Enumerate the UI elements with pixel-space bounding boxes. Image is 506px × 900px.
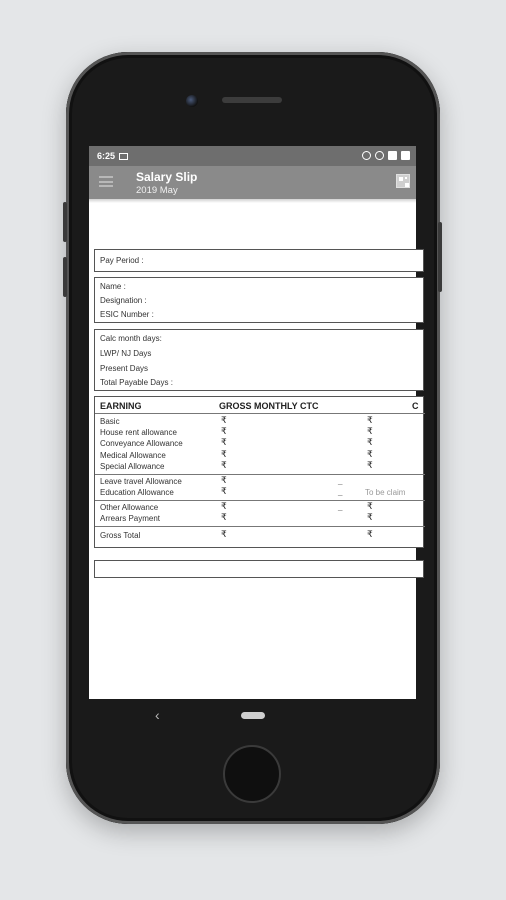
earpiece-speaker xyxy=(222,97,282,103)
gross-amount: ₹ xyxy=(221,501,227,511)
gross-amount: ₹ xyxy=(221,512,227,522)
app-bar xyxy=(89,166,416,199)
earning-row-label: House rent allowance xyxy=(100,428,177,437)
monthly-amount: ₹ xyxy=(367,501,373,511)
total-payable-days-label: Total Payable Days : xyxy=(100,378,173,387)
battery-icon xyxy=(401,151,410,160)
monthly-amount: ₹ xyxy=(367,512,373,522)
gross-total-amount: ₹ xyxy=(221,529,227,539)
monthly-amount: ₹ xyxy=(367,415,373,425)
employee-box xyxy=(94,277,424,323)
signal-icon xyxy=(388,151,397,160)
power-button xyxy=(438,222,442,292)
monthly-amount: ₹ xyxy=(367,449,373,459)
empty-value: _ xyxy=(338,487,343,496)
home-nav-icon[interactable] xyxy=(241,712,265,719)
earning-row-label: Medical Allowance xyxy=(100,451,166,460)
app-screen xyxy=(89,146,419,699)
eye-icon xyxy=(375,151,384,160)
gross-amount: ₹ xyxy=(221,486,227,496)
nav-bar xyxy=(89,699,416,734)
volume-up-button xyxy=(63,202,67,242)
app-title: Salary Slip xyxy=(136,170,198,184)
calc-month-days-label: Calc month days: xyxy=(100,334,162,343)
attendance-box xyxy=(94,329,424,391)
alarm-icon xyxy=(362,151,371,160)
third-column-header: C xyxy=(412,401,419,411)
gross-amount: ₹ xyxy=(221,426,227,436)
earning-row-label: Leave travel Allowance xyxy=(100,477,182,486)
empty-value: _ xyxy=(338,502,343,511)
status-icons xyxy=(362,151,410,160)
gross-total-label: Gross Total xyxy=(100,531,141,540)
volume-down-button xyxy=(63,257,67,297)
esic-number-label: ESIC Number : xyxy=(100,310,154,319)
gross-amount: ₹ xyxy=(221,415,227,425)
status-time: 6:25 xyxy=(97,151,116,161)
earning-row-label: Education Allowance xyxy=(100,488,174,497)
monthly-amount: ₹ xyxy=(367,460,373,470)
home-button[interactable] xyxy=(223,745,281,803)
qr-code-icon[interactable] xyxy=(396,174,410,188)
to-be-claimed-note: To be claim xyxy=(365,488,406,497)
gross-amount: ₹ xyxy=(221,475,227,485)
name-label: Name : xyxy=(100,282,126,291)
gross-ctc-column-header: GROSS MONTHLY CTC xyxy=(219,401,319,411)
gross-total-divider xyxy=(95,526,425,527)
pay-period-box xyxy=(94,249,424,272)
empty-footer-box xyxy=(94,560,424,578)
earning-row-label: Special Allowance xyxy=(100,462,165,471)
earning-row-label: Other Allowance xyxy=(100,503,159,512)
group-divider xyxy=(95,500,425,501)
gross-total-monthly-amount: ₹ xyxy=(367,529,373,539)
group-divider xyxy=(95,474,425,475)
empty-value: _ xyxy=(338,476,343,485)
earning-row-label: Conveyance Allowance xyxy=(100,439,183,448)
earnings-table xyxy=(94,396,424,548)
header-divider xyxy=(95,413,425,414)
earning-column-header: EARNING xyxy=(100,401,142,411)
pay-period-label: Pay Period : xyxy=(100,256,144,265)
menu-icon[interactable] xyxy=(99,176,113,187)
monthly-amount: ₹ xyxy=(367,437,373,447)
back-icon[interactable]: ‹ xyxy=(155,707,160,723)
status-bar xyxy=(89,146,416,166)
gross-amount: ₹ xyxy=(221,460,227,470)
monthly-amount: ₹ xyxy=(367,426,373,436)
gross-amount: ₹ xyxy=(221,437,227,447)
earning-row-label: Arrears Payment xyxy=(100,514,161,523)
lwp-days-label: LWP/ NJ Days xyxy=(100,349,152,358)
gross-amount: ₹ xyxy=(221,449,227,459)
notification-icon xyxy=(119,153,128,160)
app-subtitle: 2019 May xyxy=(136,185,178,196)
present-days-label: Present Days xyxy=(100,364,149,373)
earning-row-label: Basic xyxy=(100,417,120,426)
designation-label: Designation : xyxy=(100,296,147,305)
front-camera xyxy=(186,95,198,107)
